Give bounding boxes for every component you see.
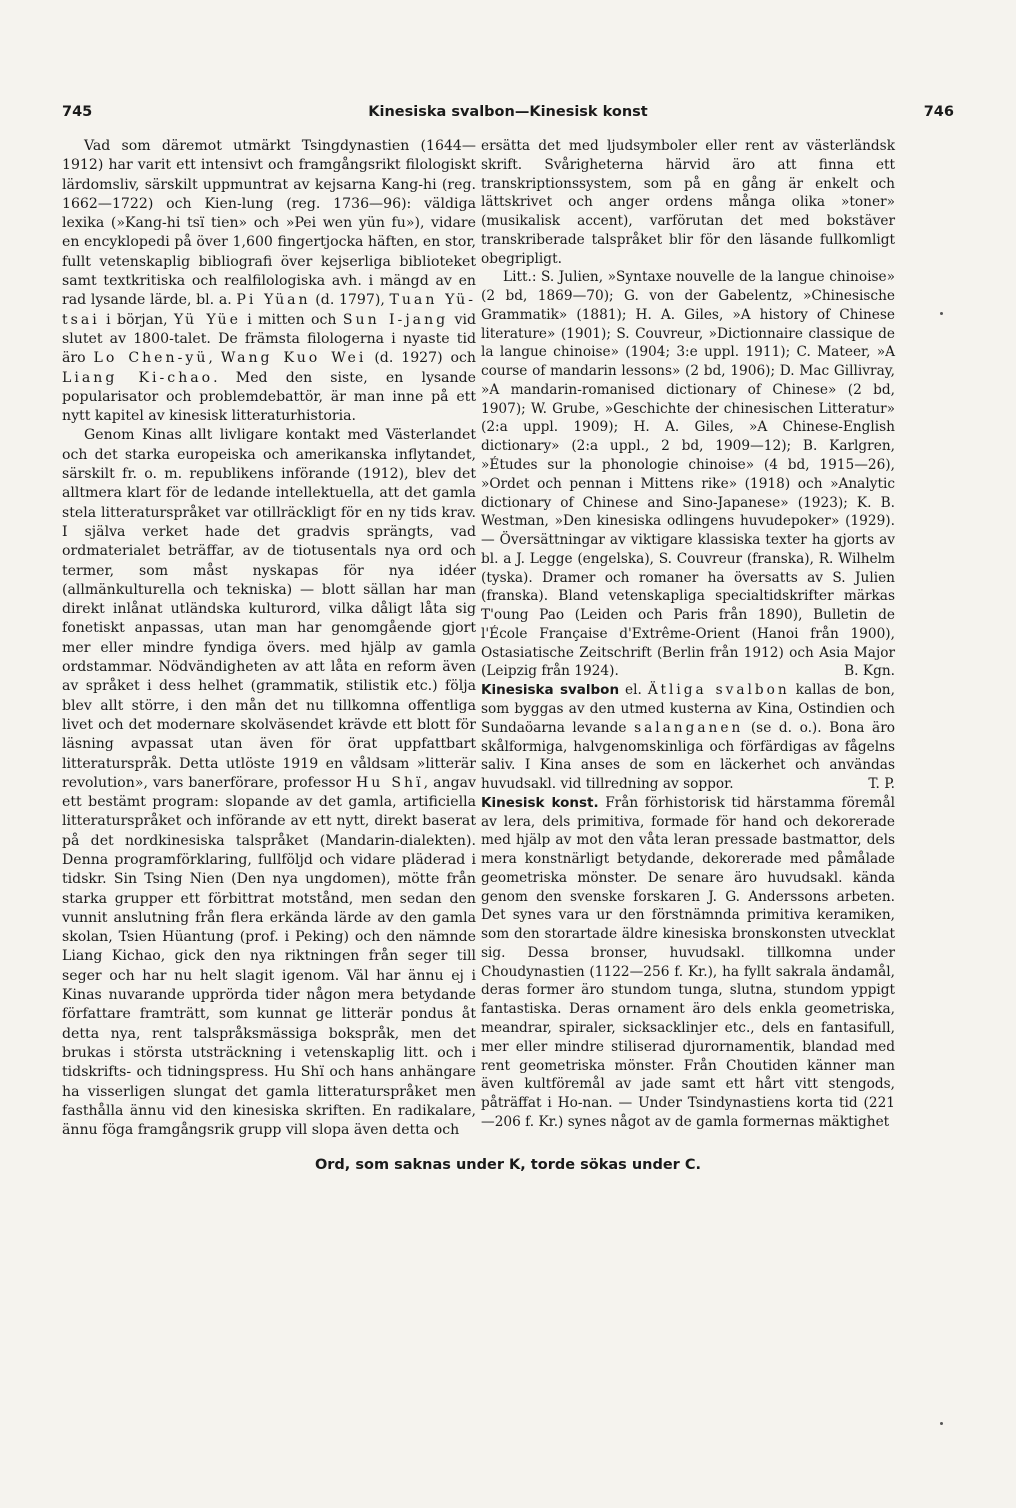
author-signature: B. Kgn. — [844, 663, 895, 680]
scholar-name: Sun I-jang — [342, 311, 449, 328]
entry-kinesisk-konst: Kinesisk konst. Från förhistorisk tid härstamma föremål av lera, dels primitiva, formade för hand och dekorerade med hjälp av mot den våta leran pressade bastmattor, dels mera konstnärligt betydande, dekorerade med påmålade geometriska mönster. De senare äro huvudsakl. kända genom den svenske forskaren J. G. Anderssons arbeten. Det synes vara ur den förstnämnda primitiva keramiken, som den storartade äldre kinesiska bronskonsten utvecklat sig. Dessa bronser, huvudsakl. tillkomna under Choudynastien (1122—256 f. Kr.), ha fyllt sakrala ändamål, deras former äro stundom tunga, slutna, stundom yppigt fantastiska. Deras ornament äro dels enkla geometriska, meandrar, spiraler, sicksacklinjer etc., dels en fantasifull, mer eller mindre stiliserad djurornamentik, blandad med rent geometriska mönster. Från Choutiden känner man även kultföremål av jade samt ett hårt vitt stengods, påträffat i Ho-nan. — Under Tsindynastiens korta tid (221—206 f. Kr.) synes något av de gamla formernas mäktighet — [481, 794, 895, 1130]
scholar-name: Yü Yüe — [173, 311, 241, 328]
paragraph-tsing-philology: Vad som däremot utmärkt Tsingdynastien (1644—1912) har varit ett intensivt och framgångsrikt filologiskt lärdomsliv, särskilt uppmuntrat av kejsarna Kang-hi (reg. 1662—1722) och Kien-lung (reg. 1736—96): väldiga lexika (»Kang-hi tsï tien» och »Pei wen yün fu»), vidare en encyklopedi på över 1,600 fingertjocka häften, en stor, fullt vetenskaplig bibliografi över kejserliga biblioteket samt textkritiska och realfilologiska avh. i mängd av en rad lysande lärde, bl. a. Pi Yüan (d. 1797), Tuan Yü-tsai i början, Yü Yüe i mitten och Sun I-jang vid slutet av 1800-talet. De främsta filologerna i nyaste tid äro Lo Chen-yü, Wang Kuo Wei (d. 1927) och Liang Ki-chao. Med den siste, en lysande popularisator och problemdebattör, är man inne på ett nytt kapitel av kinesisk litteraturhistoria. — [62, 138, 477, 425]
paragraph-literary-revolution: Genom Kinas allt livligare kontakt med Västerlandet och det starka europeiska och amerikanska inflytandet, särskilt fr. o. m. republikens införande (1912), blev det alltmera klart för de ledande intellektuella, att det gamla stela litteraturspråket var otillräckligt för en ny tids krav. I själva verket hade det gradvis sprängts, vad ordmaterialet beträffar, av de tiotusentals nya ord och termer, som måst nyskapas för nya idéer (allmänkulturella och tekniska) — blott sällan har man direkt inlånat utländska kulturord, vilka dåligt låta sig fonetiskt anpassas, utan man har genomgående gjort mer eller mindre fyndiga övers. med hjälp av gamla ordstammar. Nödvändigheten av att låta en reform även av språket i dess helhet (grammatik, stilistik etc.) följa blev allt större, i den mån det nu tillkomna offentliga livet och det modernare skolväsendet krävde ett blott för läsning avpassat utan även för örat uppfattbart litteraturspråk. Detta utlöste 1919 en våldsam »litterär revolution», vars banerförare, professor Hu Shï, angav ett bestämt program: slopande av det gamla, artificiella litteraturspråket och införande av ett nytt, direkt baserat på det nordkinesiska talspråket (Mandarin-dialekten). Denna programförklaring, fullföljd och vidare pläderad i tidskr. Sin Tsing Nien (Den nya ungdomen), mötte från starka grupper ett förbittrat motstånd, men sedan den vunnit anslutning från flera erkända lärde av den gamla skolan, Tsien Hüantung (prof. i Peking) och den nämnde Liang Kichao, gick den nya riktningen från seger till seger och har nu helt slagit igenom. Väl har ännu ej i Kinas nuvarande upprörda tider någon mera betydande författare framträtt, som kunnat ge litterär pondus åt detta nya, rent talspråksmässiga bokspråk, men det brukas i största utsträckning i vetenskaplig litt. och i tidskrifts- och tidningspress. Hu Shï och hans anhängare ha visserligen slungat det gamla litteraturspråket men fasthålla ännu vid den kinesiska skriften. En radikalare, ännu föga framgångsrik grupp vill slopa även detta och — [62, 427, 476, 1139]
left-column — [62, 137, 476, 1140]
author-signature: T. P. — [868, 776, 895, 793]
paragraph-literature: Litt.: S. Julien, »Syntaxe nouvelle de la langue chinoise» (2 bd, 1869—70); G. von der Gabelentz, »Chinesische Grammatik» (1881); H. A. Giles, »A history of Chinese literature» (1901); S. Couvreur, »Dictionnaire classique de la langue chinoise» (1904; 3:e uppl. 1911); C. Mateer, »A course of mandarin lessons» (2 bd, 1906); D. Mac Gillivray, »A mandarin-romanised dictionary of Chinese» (2 bd, 1907); W. Grube, »Geschichte der chinesischen Litteratur» (2:a uppl. 1909); H. A. Giles, »A Chinese-English dictionary» (2:a uppl., 2 bd, 1909—12); B. Karlgren, »Études sur la phonologie chinoise» (4 bd, 1915—26), »Ordet och pennan i Mittens rike» (1918) och »Analytic dictionary of Chinese and Sino-Japanese» (1923); K. B. Westman, »Den kinesiska odlingens huvudepoker» (1929). — Översättningar av viktigare klassiska texter ha gjorts av bl. a J. Legge (engelska), S. Couvreur (franska), R. Wilhelm (tyska). Dramer och romaner ha översatts av S. Julien (franska). Bland vetenskapliga specialtidskrifter märkas T'oung Pao (Leiden och Paris från 1890), Bulletin de l'École Française d'Extrême-Orient (Hanoi från 1900), Ostasiatische Zeitschrift (Berlin från 1912) och Asia Major (Leipzig från 1924). B. Kgn. — [481, 269, 895, 680]
scholar-name: Hu Shï — [355, 774, 424, 791]
running-header — [62, 104, 954, 126]
scholar-name: Lo Chen-yü — [93, 350, 209, 367]
running-title: Kinesiska svalbon—Kinesisk konst — [368, 104, 648, 120]
scholar-name: Tuan Yü-tsai — [62, 292, 476, 328]
right-column — [481, 137, 895, 1132]
entry-kinesiska-svalbon: Kinesiska svalbon el. Ätliga svalbon kallas de bon, som byggas av den utmed kusterna av Kina, Ostindien och Sundaöarna levande salanganen (se d. o.). Bona äro skålformiga, halvgenomskinliga och förfärdigas av fågelns saliv. I Kina anses de som en läckerhet och användas huvudsakl. vid tillredning av soppor. T. P. — [481, 682, 895, 793]
entry-headword: Kinesiska svalbon — [481, 682, 620, 699]
footer-note: Ord, som saknas under K, torde sökas under C. — [314, 1157, 702, 1173]
margin-mark — [940, 312, 943, 315]
scholar-name: Wang Kuo Wei — [220, 350, 367, 367]
scholar-name: Liang Ki-chao — [62, 369, 214, 386]
margin-mark — [940, 1422, 943, 1425]
entry-headword: Kinesisk konst. — [481, 794, 599, 811]
page-number-left: 745 — [62, 104, 93, 120]
scholar-name: Pi Yüan — [236, 292, 311, 309]
page-number-right: 746 — [923, 104, 954, 120]
paragraph-continuation: ersätta det med ljudsymboler eller rent av västerländsk skrift. Svårigheterna härvid äro att finna ett transkriptionssystem, som på en gång är enkelt och lättskrivet och anger ordens många olika »toner» (musikalisk accent), varförutan det med bokstäver transkriberade talspråket blir för den läsande fullkomligt obegripligt. — [481, 138, 895, 267]
